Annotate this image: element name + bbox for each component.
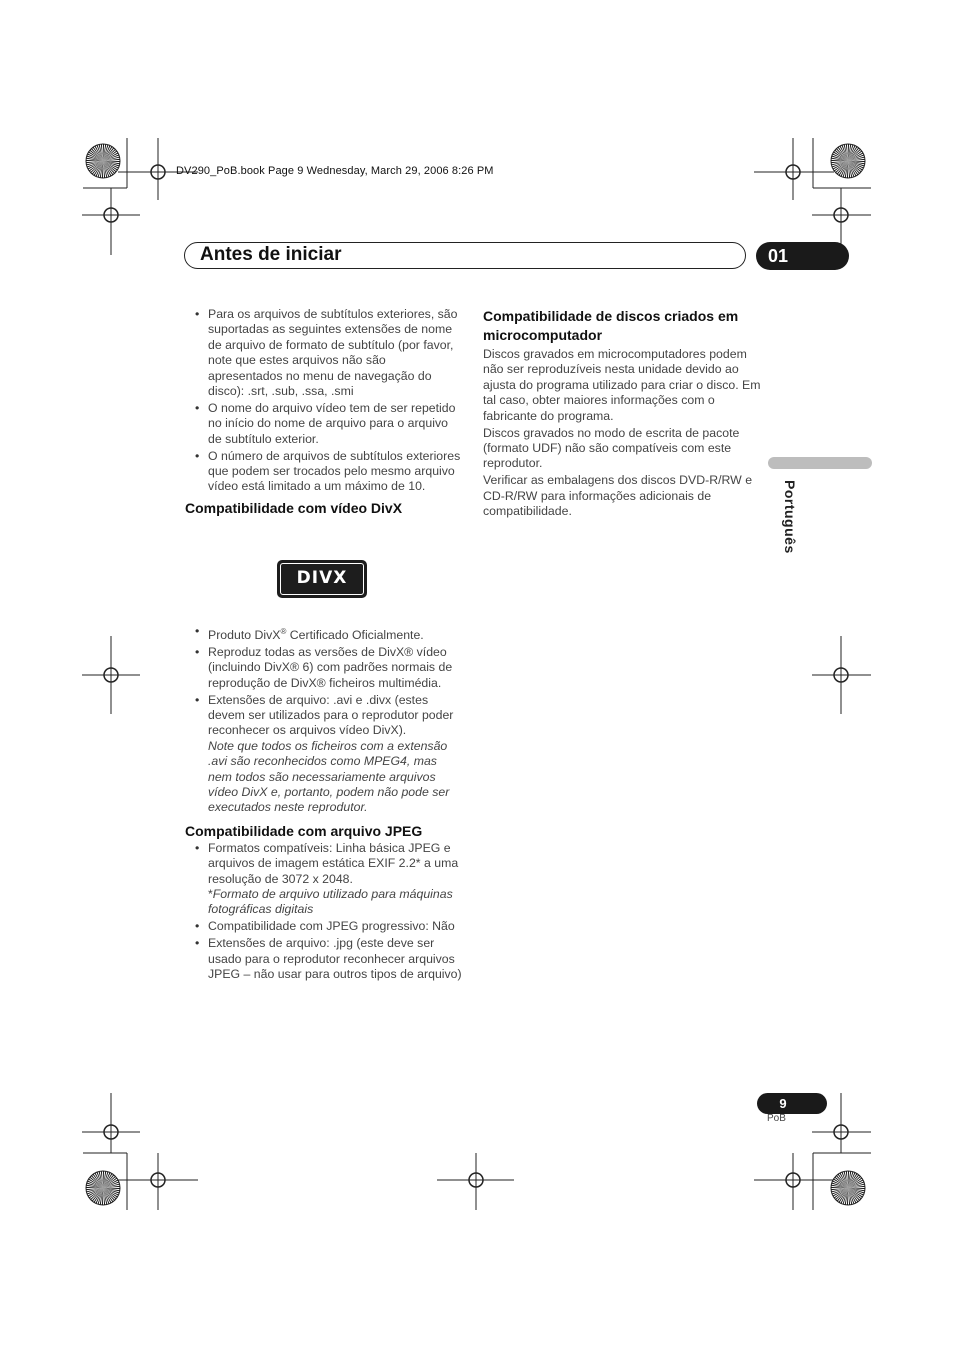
divx-logo [277, 560, 367, 598]
registration-target-icon [831, 144, 865, 178]
subtitle-bullet-list [185, 307, 463, 495]
list-item: • Compatibilidade com JPEG progressivo: Não [185, 919, 463, 934]
jpeg-bullet1-note-line [208, 887, 463, 918]
section-title: Antes de iniciar [200, 244, 342, 265]
paragraph: Discos gravados em microcomputadores podem não ser reproduzíveis nesta unidade devido ao ajusta do programa utilizado para criar o disco. Em tal caso, obter maiores informações com o fabricante do programa. [483, 347, 761, 423]
registration-target-icon [86, 1171, 120, 1205]
registered-mark: ® [280, 626, 287, 636]
divx-bullet1-pre: Produto DivX [208, 627, 281, 642]
list-item: • Reproduz todas as versões de DivX® vídeo (incluindo DivX® 6) com padrões normais de reprodução de DivX® ficheiros multimédia. [185, 645, 463, 691]
list-item: • O número de arquivos de subtítulos exteriores que podem ser trocados pelo mesmo arquivo vídeo está limitado a um máximo de 10. [185, 449, 463, 495]
language-label: Português [782, 480, 798, 554]
divx-heading: Compatibilidade com vídeo DivX [185, 499, 403, 516]
paragraph: Discos gravados no modo de escrita de pacote (formato UDF) não são compatíveis com este reprodutor. [483, 425, 740, 471]
divx-logo-text: DIVX [280, 563, 364, 595]
jpeg-bullet1-note: Formato de arquivo utilizado para máquinas fotográficas digitais [208, 887, 453, 917]
list-item: • Para os arquivos de subtítulos exteriores, são suportadas as seguintes extensões de nome de arquivo de formato de subtítulo (por favor, note que estes arquivos não são apresentados no menu de navegação do disco): .srt, .sub, .ssa, .smi [185, 307, 463, 399]
jpeg-note-star: * [208, 887, 213, 902]
list-item [185, 693, 463, 816]
divx-bullet1-post: Certificado Oficialmente. [286, 627, 424, 642]
jpeg-bullet-list [185, 841, 463, 983]
divx-bullet-list [185, 624, 463, 816]
jpeg-bullet1-text: Formatos compatíveis: Linha básica JPEG e arquivos de imagem estática EXIF 2.2* a uma resolução de 3072 x 2048. [208, 840, 459, 886]
list-item: • O nome do arquivo vídeo tem de ser repetido no início do nome de arquivo para o arquivo de subtítulo exterior. [185, 401, 463, 447]
chapter-number-badge: 01 [756, 242, 849, 270]
registration-target-icon [831, 1171, 865, 1205]
list-item [185, 841, 463, 918]
divx-bullet3-note: Note que todos os ficheiros com a extensão .avi são reconhecidos como MPEG4, mas nem todos são necessariamente arquivos vídeo DivX e, portanto, podem não pode ser executados neste reprodutor. [208, 738, 450, 815]
list-item: • Extensões de arquivo: .jpg (este deve ser usado para o reprodutor reconhecer arquivos JPEG – não usar para outros tipos de arquivo) [185, 936, 463, 982]
language-code: PoB [767, 1113, 786, 1124]
left-column [185, 307, 463, 984]
jpeg-heading: Compatibilidade com arquivo JPEG [185, 822, 423, 839]
divx-bullet3-text: Extensões de arquivo: .avi e .divx (estes devem ser utilizados para o reprodutor poder reconhecer os arquivos vídeo DivX). [208, 692, 454, 738]
paragraph: Verificar as embalagens dos discos DVD-R/RW e CD-R/RW para informações adicionais de compatibilidade. [483, 473, 753, 519]
language-tab [768, 457, 872, 469]
pc-discs-heading: Compatibilidade de discos criados em microcomputador [483, 308, 739, 343]
right-column [483, 307, 761, 521]
registration-target-icon [86, 144, 120, 178]
page-number-badge: 9 [757, 1093, 827, 1114]
book-file-info: DV290_PoB.book Page 9 Wednesday, March 29, 2006 8:26 PM [176, 165, 494, 177]
list-item [185, 624, 463, 644]
